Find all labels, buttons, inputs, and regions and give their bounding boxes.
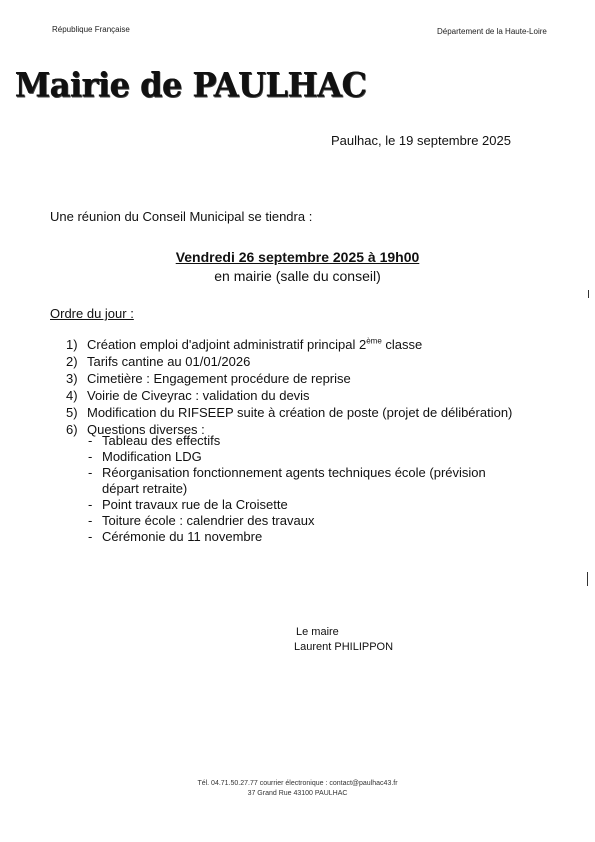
list-dash: - (88, 497, 93, 512)
agenda-item (66, 404, 512, 421)
agenda-item-number: 4) (66, 388, 78, 403)
agenda-item-number: 1) (66, 337, 78, 352)
list-dash: - (88, 465, 93, 480)
list-dash: - (88, 433, 93, 448)
sub-list-item-text: Réorganisation fonctionnement agents techniques école (prévision départ retraite) (102, 465, 486, 496)
footer-address: 37 Grand Rue 43100 PAULHAC (247, 790, 348, 797)
agenda-item (66, 370, 512, 387)
agenda-item-text: Voirie de Civeyrac : validation du devis (87, 388, 310, 403)
sub-list-item (88, 497, 522, 513)
agenda-item-superscript: ème (366, 336, 382, 346)
sub-list-item-text: Point travaux rue de la Croisette (102, 497, 288, 512)
sub-list-item (88, 465, 522, 497)
meeting-date-time (0, 249, 595, 265)
footer-contact: Tél. 04.71.50.27.77 courrier électronique : contact@paulhac43.fr (197, 780, 398, 787)
agenda-item (66, 353, 512, 370)
agenda-item-text-after: classe (381, 337, 423, 352)
meeting-place: en mairie (salle du conseil) (214, 268, 381, 284)
list-dash: - (88, 449, 93, 464)
agenda-item-text: Tarifs cantine au 01/01/2026 (87, 354, 251, 369)
sub-list-item-text: Tableau des effectifs (102, 433, 221, 448)
scan-mark (588, 290, 589, 298)
signature-name: Laurent PHILIPPON (294, 641, 394, 653)
scan-mark (587, 572, 588, 586)
sub-list-item (88, 529, 522, 545)
sub-list-item-text: Toiture école : calendrier des travaux (102, 513, 315, 528)
sub-list-item (88, 449, 522, 465)
mairie-logo: Mairie de PAULHAC (15, 65, 367, 105)
header-departement: Département de la Haute-Loire (437, 27, 547, 36)
intro-text: Une réunion du Conseil Municipal se tiendra : (50, 209, 313, 224)
agenda-item-text: Cimetière : Engagement procédure de reprise (87, 371, 351, 386)
agenda-item (66, 336, 512, 353)
sub-list-item (88, 513, 522, 529)
list-dash: - (88, 513, 93, 528)
agenda-list (66, 336, 512, 438)
agenda-item-text: Questions diverses : (87, 422, 205, 437)
agenda-item-text: Modification du RIFSEEP suite à création de poste (projet de délibération) (87, 405, 513, 420)
signature-title: Le maire (296, 626, 339, 638)
agenda-item-text: Création emploi d'adjoint administratif principal 2 (87, 337, 367, 352)
meeting-date-time-text: Vendredi 26 septembre 2025 à 19h00 (175, 249, 420, 265)
agenda-item-number: 5) (66, 405, 78, 420)
sub-list-item-text: Cérémonie du 11 novembre (102, 529, 263, 544)
sub-list-item (88, 433, 522, 449)
agenda-item-number: 3) (66, 371, 78, 386)
agenda-title: Ordre du jour : (50, 306, 134, 321)
list-dash: - (88, 529, 93, 544)
agenda-item-number: 6) (66, 422, 78, 437)
agenda-item (66, 387, 512, 404)
agenda-item-number: 2) (66, 354, 78, 369)
questions-diverses-list (88, 433, 522, 545)
header-republique: République Française (52, 25, 130, 34)
date-line: Paulhac, le 19 septembre 2025 (331, 133, 511, 148)
sub-list-item-text: Modification LDG (102, 449, 202, 464)
